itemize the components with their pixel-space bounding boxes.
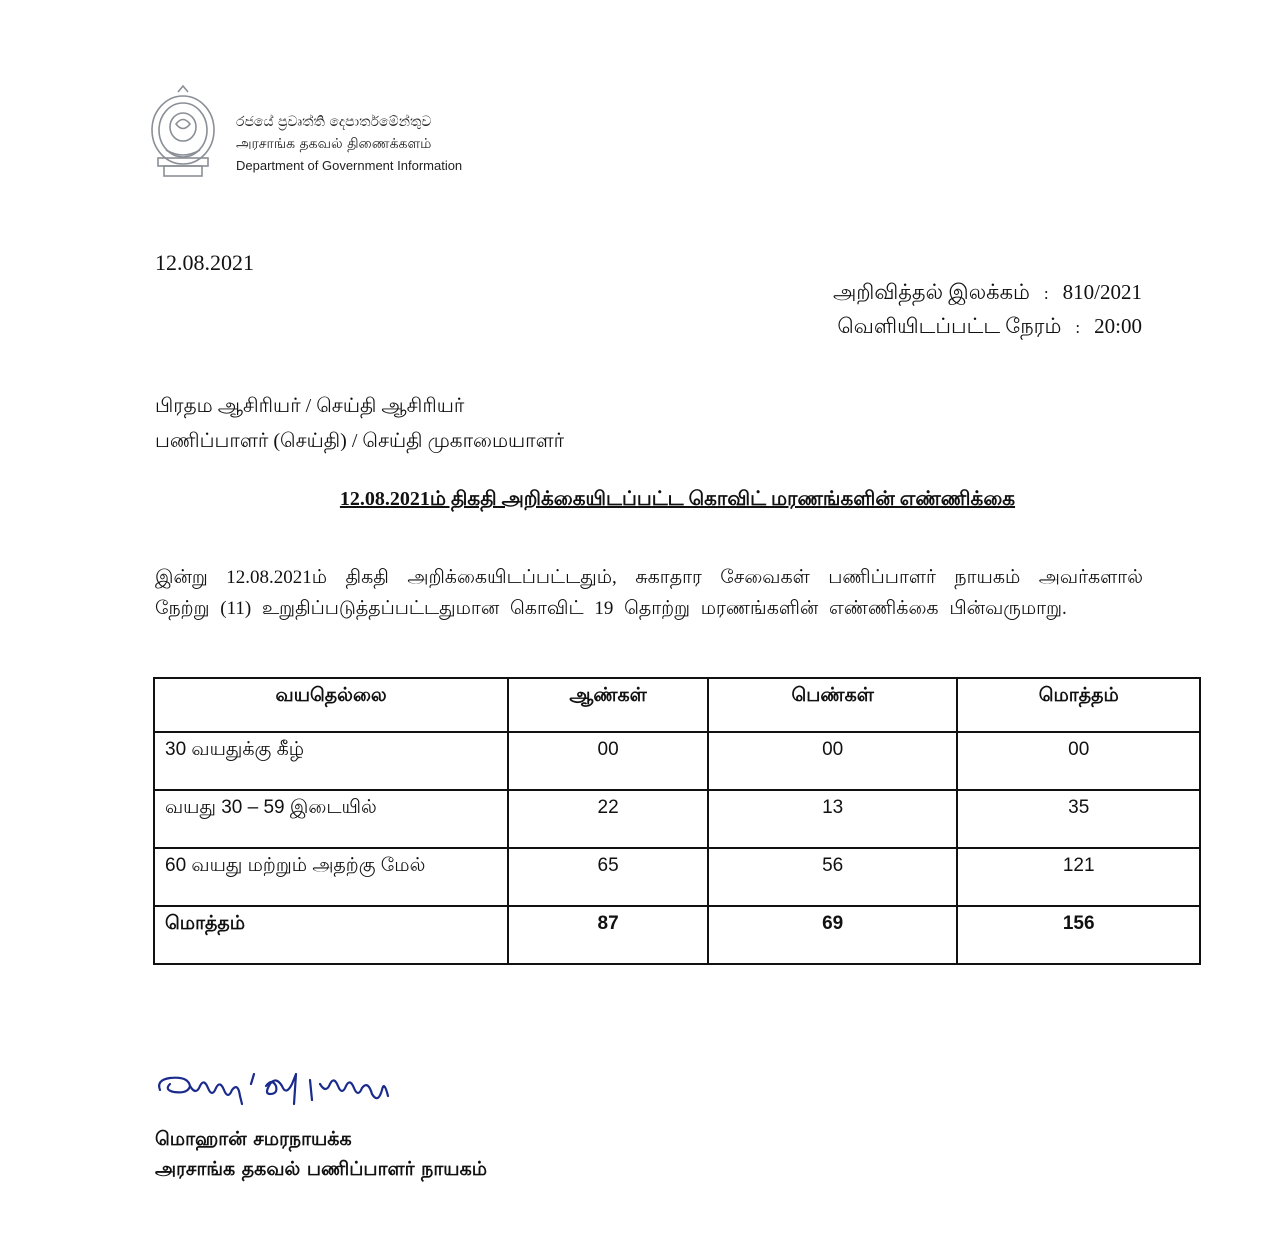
document-heading: 12.08.2021ம் திகதி அறிக்கையிடப்பட்ட கொவிட் மரணங்களின் எண்ணிக்கை xyxy=(339,488,1016,510)
cell-male: 22 xyxy=(508,790,708,848)
handwritten-signature xyxy=(150,1068,450,1124)
cell-male: 65 xyxy=(508,848,708,906)
letterhead-sinhala: රජයේ ප්‍රවෘත්ති දෙපාර්තමේන්තුව xyxy=(236,114,432,130)
table-header-row xyxy=(154,678,1200,732)
total-label: மொத்தம் xyxy=(154,906,508,964)
total-male: 87 xyxy=(508,906,708,964)
cell-total: 35 xyxy=(957,790,1200,848)
header-total: மொத்தம் xyxy=(957,678,1200,732)
total-all: 156 xyxy=(957,906,1200,964)
cell-female: 00 xyxy=(708,732,958,790)
signatory-name: மொஹான் சமரநாயக்க xyxy=(155,1128,352,1150)
letterhead-english: Department of Government Information xyxy=(236,158,463,173)
addressee-line-2: பணிப்பாளர் (செய்தி) / செய்தி முகாமையாளர் xyxy=(155,430,565,452)
total-female: 69 xyxy=(708,906,958,964)
release-time-label: வெளியிடப்பட்ட நேரம் xyxy=(837,314,1062,338)
cell-age: வயது 30 – 59 இடையில் xyxy=(154,790,508,848)
release-time-value: 20:00 xyxy=(1094,314,1142,338)
table-row xyxy=(154,790,1200,848)
table-total-row xyxy=(154,906,1200,964)
letterhead-tamil: அரசாங்க தகவல் திணைக்களம் xyxy=(236,136,432,152)
sri-lanka-emblem-icon xyxy=(148,84,218,180)
table-row xyxy=(154,732,1200,790)
header-age-range: வயதெல்லை xyxy=(154,678,508,732)
notice-number-label: அறிவித்தல் இலக்கம் xyxy=(832,280,1030,304)
header-male: ஆண்கள் xyxy=(508,678,708,732)
cell-total: 121 xyxy=(957,848,1200,906)
cell-male: 00 xyxy=(508,732,708,790)
notice-number-separator: : xyxy=(1043,284,1049,303)
cell-age: 30 வயதுக்கு கீழ் xyxy=(154,732,508,790)
cell-age: 60 வயது மற்றும் அதற்கு மேல் xyxy=(154,848,508,906)
table-row xyxy=(154,848,1200,906)
body-paragraph: இன்று 12.08.2021ம் திகதி அறிக்கையிடப்பட்டதும், சுகாதார சேவைகள் பணிப்பாளர் நாயகம் அவர்களால் நேற்று (11) உறுதிப்படுத்தப்பட்டதுமான கொவிட் 19 தொற்று மரணங்களின் எண்ணிக்கை பின்வருமாறு. xyxy=(155,567,1143,619)
cell-total: 00 xyxy=(957,732,1200,790)
covid-deaths-table xyxy=(153,677,1201,965)
cell-female: 56 xyxy=(708,848,958,906)
notice-number xyxy=(833,280,1142,307)
addressee-line-1: பிரதம ஆசிரியர் / செய்தி ஆசிரியர் xyxy=(155,395,465,417)
header-female: பெண்கள் xyxy=(708,678,958,732)
document-date: 12.08.2021 xyxy=(155,250,254,275)
signatory-title: அரசாங்க தகவல் பணிப்பாளர் நாயகம் xyxy=(155,1158,488,1180)
release-time xyxy=(837,314,1142,341)
notice-number-value: 810/2021 xyxy=(1062,280,1142,304)
cell-female: 13 xyxy=(708,790,958,848)
release-time-separator: : xyxy=(1075,318,1081,337)
